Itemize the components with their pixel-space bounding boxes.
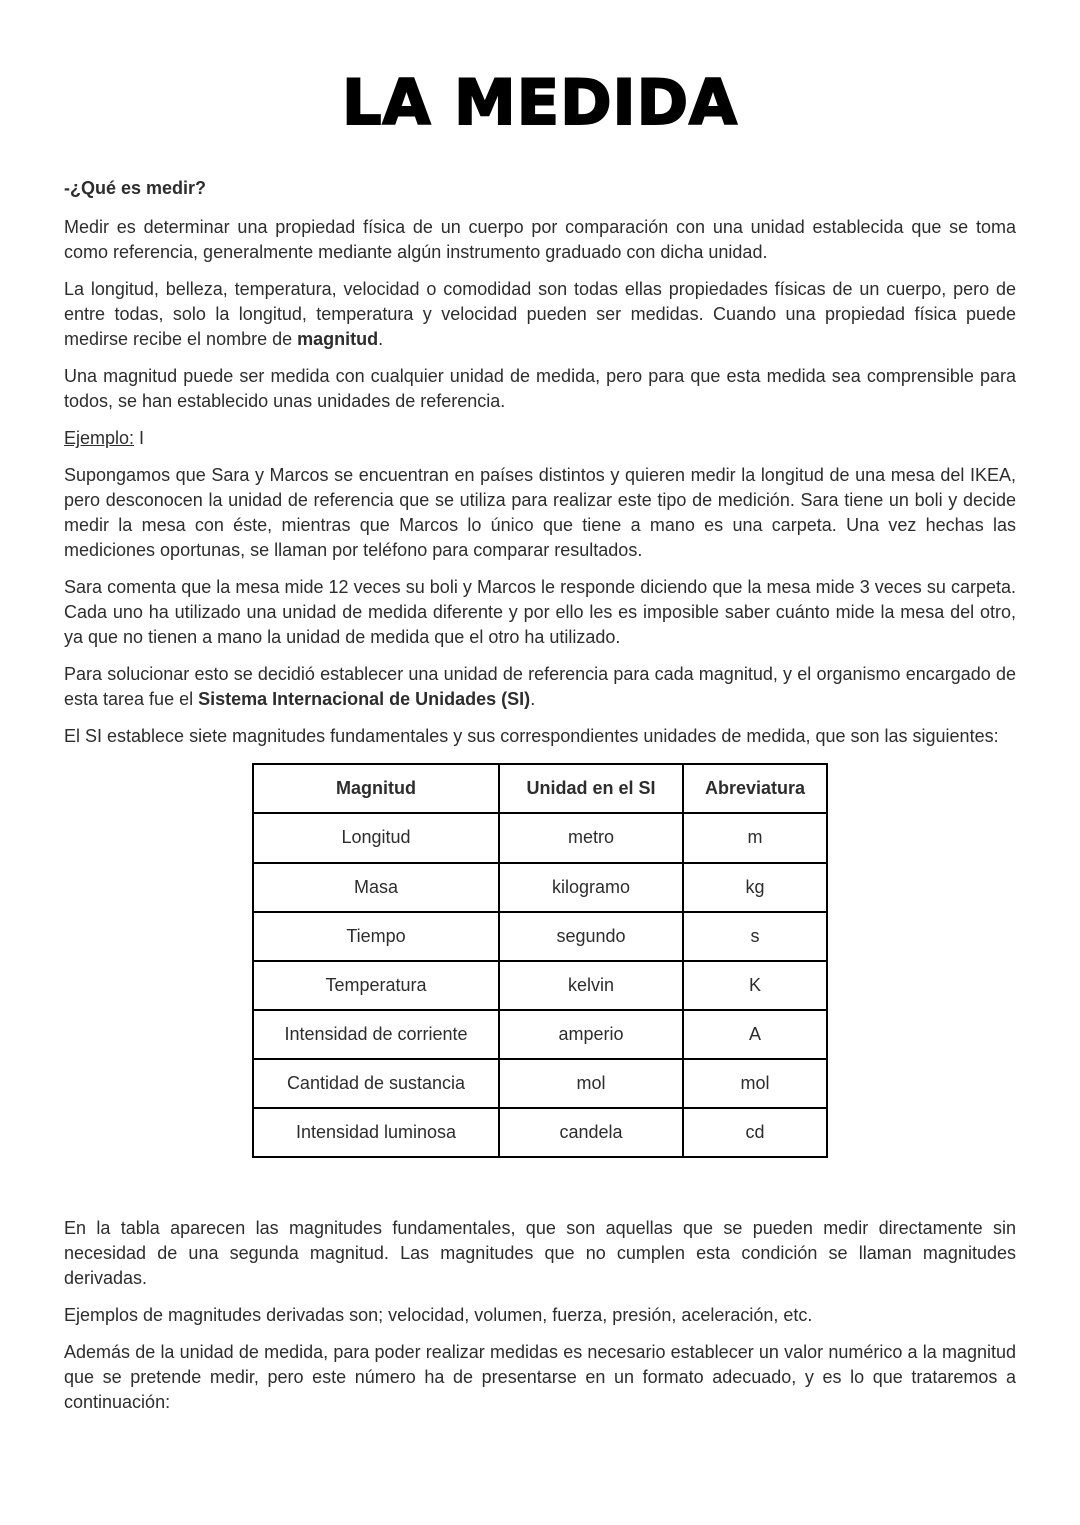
section-heading-que-es-medir: -¿Qué es medir? — [64, 178, 207, 199]
table-header-abreviatura: Abreviatura — [683, 764, 827, 813]
table-cell: s — [683, 912, 827, 961]
table-cell: Intensidad luminosa — [253, 1108, 499, 1157]
table-cell: A — [683, 1010, 827, 1059]
table-row — [253, 1010, 827, 1059]
table-cell: Intensidad de corriente — [253, 1010, 499, 1059]
table-cell: kg — [683, 863, 827, 912]
table-cell: mol — [683, 1059, 827, 1108]
table-cell: candela — [499, 1108, 683, 1157]
table-cell: Longitud — [253, 813, 499, 862]
ejemplo-label: Ejemplo: — [64, 428, 135, 449]
paragraph-valor-numerico: Además de la unidad de medida, para poder realizar medidas es necesario establecer un valor numérico a la magnitud que se pretende medir, pero este número ha de presentarse en un formato adecuado, y es lo que trataremos a continuación: — [64, 1341, 1016, 1412]
paragraph-comparacion-medidas: Sara comenta que la mesa mide 12 veces su boli y Marcos le responde diciendo que la mesa mide 3 veces su carpeta. Cada uno ha utilizado una unidad de medida diferente y por ello les es imposible saber cuánto mide la mesa del otro, ya que no tienen a mano la unidad de medida que el otro ha utilizado. — [64, 577, 1016, 648]
bold-term-magnitud: magnitud — [297, 329, 379, 350]
paragraph-ejemplo — [64, 426, 1016, 451]
table-cell: kelvin — [499, 961, 683, 1010]
table-cell: kilogramo — [499, 863, 683, 912]
bold-term-sistema-internacional: Sistema Internacional de Unidades (SI) — [198, 689, 531, 710]
table-row — [253, 961, 827, 1010]
paragraph-sistema-internacional — [64, 662, 1016, 712]
paragraph-text: Para solucionar esto se decidió establecer una unidad de referencia para cada magnitud, y el organismo encargado de esta tarea fue el — [64, 664, 1016, 710]
paragraph-text-end: . — [530, 689, 536, 710]
table-cell: mol — [499, 1059, 683, 1108]
table-cell: metro — [499, 813, 683, 862]
table-header-unidad: Unidad en el SI — [499, 764, 683, 813]
paragraph-ejemplos-derivadas: Ejemplos de magnitudes derivadas son; velocidad, volumen, fuerza, presión, aceleración, etc. — [64, 1304, 813, 1325]
table-cell: Tiempo — [253, 912, 499, 961]
table-row — [253, 863, 827, 912]
document-title: LA MEDIDA — [341, 66, 739, 139]
table-cell: Masa — [253, 863, 499, 912]
table-header-magnitud: Magnitud — [253, 764, 499, 813]
table-cell: amperio — [499, 1010, 683, 1059]
ejemplo-rest: I — [134, 428, 145, 449]
table-cell: Temperatura — [253, 961, 499, 1010]
paragraph-unidades-referencia: Una magnitud puede ser medida con cualquier unidad de medida, pero para que esta medida sea comprensible para todos, se han establecido unas unidades de referencia. — [64, 366, 1016, 412]
table-cell: segundo — [499, 912, 683, 961]
table-cell: K — [683, 961, 827, 1010]
table-row — [253, 912, 827, 961]
si-units-table — [252, 763, 828, 1157]
paragraph-siete-magnitudes: El SI establece siete magnitudes fundamentales y sus correspondientes unidades de medida, que son las siguientes: — [64, 726, 999, 747]
table-cell: Cantidad de sustancia — [253, 1059, 499, 1108]
paragraph-text: La longitud, belleza, temperatura, velocidad o comodidad son todas ellas propiedades físicas de un cuerpo, pero de entre todas, solo la longitud, temperatura y velocidad pueden ser medidas. Cuando una propiedad física puede medirse recibe el nombre de — [64, 279, 1016, 350]
table-row — [253, 1059, 827, 1108]
paragraph-magnitudes-derivadas: En la tabla aparecen las magnitudes fundamentales, que son aquellas que se pueden medir directamente sin necesidad de una segunda magnitud. Las magnitudes que no cumplen esta condición se llaman magnitudes derivadas. — [64, 1217, 1016, 1288]
paragraph-sara-marcos: Supongamos que Sara y Marcos se encuentran en países distintos y quieren medir la longitud de una mesa del IKEA, pero desconocen la unidad de referencia que se utiliza para realizar este tipo de medición. Sara tiene un boli y decide medir la mesa con éste, mientras que Marcos lo único que tiene a mano es una carpeta. Una vez hechas las mediciones oportunas, se llaman por teléfono para comparar resultados. — [64, 465, 1016, 561]
table-row — [253, 1108, 827, 1157]
table-cell: cd — [683, 1108, 827, 1157]
paragraph-text-end: . — [378, 329, 384, 350]
table-cell: m — [683, 813, 827, 862]
paragraph-definicion-medir: Medir es determinar una propiedad física de un cuerpo por comparación con una unidad establecida que se toma como referencia, generalmente mediante algún instrumento graduado con dicha unidad. — [64, 217, 1016, 263]
paragraph-magnitud — [64, 277, 1016, 352]
table-row — [253, 813, 827, 862]
table-header-row — [253, 764, 827, 813]
